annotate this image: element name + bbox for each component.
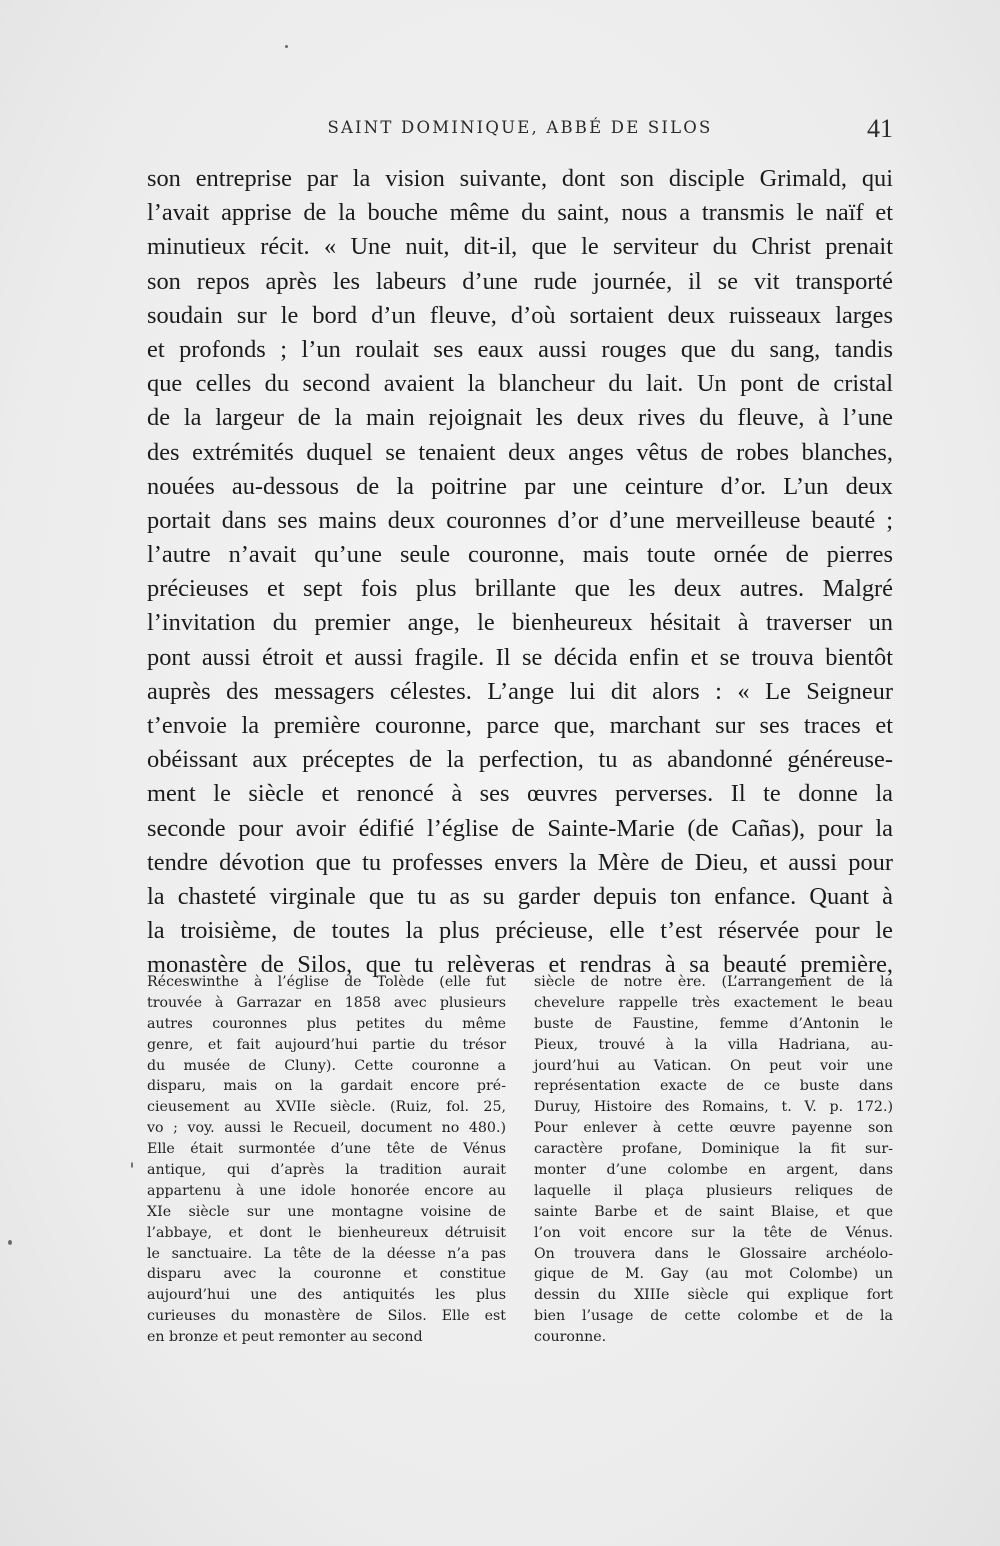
footnote-line: du musée de Cluny). Cette couronne a (147, 1057, 506, 1074)
text-line: t’envoie la première couronne, parce que, marchant sur ses traces et (147, 712, 893, 739)
footnote-line: Elle était surmontée d’une tête de Vénus (147, 1141, 506, 1158)
footnote-line: trouvée à Garrazar en 1858 avec plusieurs (147, 994, 506, 1011)
scan-speck (8, 1240, 12, 1245)
footnote-line: Pieux, trouvé à la villa Hadriana, au- (534, 1036, 893, 1053)
footnote-line: siècle de notre ère. (L’arrangement de la (534, 974, 893, 990)
text-line: l’invitation du premier ange, le bienheureux hésitait à traverser un (147, 609, 893, 637)
footnote-line: en bronze et peut remonter au second (147, 1329, 423, 1346)
text-line: précieuses et sept fois plus brillante que les deux autres. Malgré (147, 575, 893, 603)
footnote-line: le sanctuaire. La tête de la déesse n’a pas (147, 1245, 506, 1262)
running-head (147, 114, 893, 144)
running-title: SAINT DOMINIQUE, ABBÉ DE SILOS (327, 118, 713, 137)
footnote-line: appartenu à une idole honorée encore au (147, 1182, 506, 1199)
footnote-line: disparu avec la couronne et constitue (147, 1266, 506, 1283)
footnote-line: Pour enlever à cette œuvre payenne son (534, 1120, 893, 1137)
text-line: monastère de Silos, que tu relèveras et rendras à sa beauté première, (147, 951, 893, 979)
footnote-column-left (147, 972, 506, 1348)
text-line: et profonds ; l’un roulait ses eaux aussi rouges que du sang, tandis (147, 335, 893, 363)
text-line: que celles du second avaient la blancheur du lait. Un pont de cristal (147, 370, 893, 398)
footnote-line: laquelle il plaça plusieurs reliques de (534, 1182, 893, 1199)
footnote-line: sainte Barbe et de saint Blaise, et que (534, 1203, 893, 1220)
footnote-line: genre, et fait aujourd’hui partie du trésor (147, 1036, 506, 1053)
footnote-line: l’abbaye, et dont le bienheureux détruisit (147, 1224, 506, 1241)
text-line: l’avait apprise de la bouche même du saint, nous a transmis le naïf et (147, 199, 893, 227)
page-number: 41 (867, 114, 893, 143)
text-line: auprès des messagers célestes. L’ange lui dit alors : « Le Seigneur (147, 677, 893, 705)
text-line: portait dans ses mains deux couronnes d’or d’une merveilleuse beauté ; (147, 506, 893, 534)
footnote-line: autres couronnes plus petites du même (147, 1015, 506, 1032)
text-line: la troisième, de toutes la plus précieuse, elle t’est réservée pour le (147, 917, 893, 945)
footnote-line: jourd’hui au Vatican. On peut voir une (534, 1057, 893, 1074)
text-line: son repos après les labeurs d’une rude journée, il se vit transporté (147, 267, 893, 295)
footnote-line: monter d’une colombe en argent, dans (534, 1162, 893, 1179)
footnote-line: XIe siècle sur une montagne voisine de (147, 1203, 506, 1220)
text-line: seconde pour avoir édifié l’église de Sainte-Marie (de Cañas), pour la (147, 814, 893, 842)
footnote-line: vo ; voy. aussi le Recueil, document no 480.) (147, 1120, 506, 1137)
footnote-line: curieuses du monastère de Silos. Elle est (147, 1308, 506, 1325)
footnote-column-right (534, 972, 893, 1348)
text-line: soudain sur le bord d’un fleuve, d’où sortaient deux ruisseaux larges (147, 301, 893, 329)
footnote-line: Réceswinthe à l’église de Tolède (elle fut (147, 974, 506, 990)
footnote-line: On trouvera dans le Glossaire archéolo- (534, 1245, 893, 1262)
footnote-line: aujourd’hui une des antiquités les plus (147, 1287, 506, 1304)
footnote-line: l’on voit encore sur la tête de Vénus. (534, 1224, 893, 1241)
footnotes (147, 972, 893, 1392)
footnote-line: dessin du XIIIe siècle qui explique fort (534, 1287, 893, 1304)
footnote-line: bien l’usage de cette colombe et de la (534, 1308, 893, 1325)
text-line: tendre dévotion que tu professes envers la Mère de Dieu, et aussi pour (147, 848, 893, 876)
text-line: des extrémités duquel se tenaient deux anges vêtus de robes blanches, (147, 438, 893, 466)
text-line: ment le siècle et renoncé à ses œuvres perverses. Il te donne la (147, 780, 893, 808)
text-line: minutieux récit. « Une nuit, dit-il, que le serviteur du Christ prenait (147, 233, 893, 261)
scan-speck (285, 45, 288, 48)
footnote-line: disparu, mais on la gardait encore pré- (147, 1078, 506, 1095)
text-line: la chasteté virginale que tu as su garder depuis ton enfance. Quant à (147, 882, 893, 910)
footnote-line: caractère profane, Dominique la fit sur- (534, 1141, 893, 1158)
footnote-line: chevelure rappelle très exactement le beau (534, 994, 893, 1011)
text-line: l’autre n’avait qu’une seule couronne, mais toute ornée de pierres (147, 541, 893, 569)
text-line: son entreprise par la vision suivante, dont son disciple Grimald, qui (147, 165, 893, 192)
text-line: pont aussi étroit et aussi fragile. Il se décida enfin et se trouva bientôt (147, 643, 893, 671)
main-text-block (147, 162, 893, 983)
scan-speck (131, 1162, 133, 1168)
text-line: nouées au-dessous de la poitrine par une ceinture d’or. L’un deux (147, 472, 893, 500)
footnote-line: antique, qui d’après la tradition aurait (147, 1162, 506, 1179)
footnote-line: cieusement au XVIIe siècle. (Ruiz, fol. 25, (147, 1099, 506, 1116)
text-line: obéissant aux préceptes de la perfection, tu as abandonné généreuse- (147, 746, 893, 774)
text-line: de la largeur de la main rejoignait les deux rives du fleuve, à l’une (147, 404, 893, 432)
footnote-line: représentation exacte de ce buste dans (534, 1078, 893, 1095)
footnote-line: buste de Faustine, femme d’Antonin le (534, 1015, 893, 1032)
footnote-line: Duruy, Histoire des Romains, t. V. p. 172.) (534, 1099, 893, 1116)
footnote-line: couronne. (534, 1329, 607, 1346)
footnote-line: gique de M. Gay (au mot Colombe) un (534, 1266, 893, 1283)
